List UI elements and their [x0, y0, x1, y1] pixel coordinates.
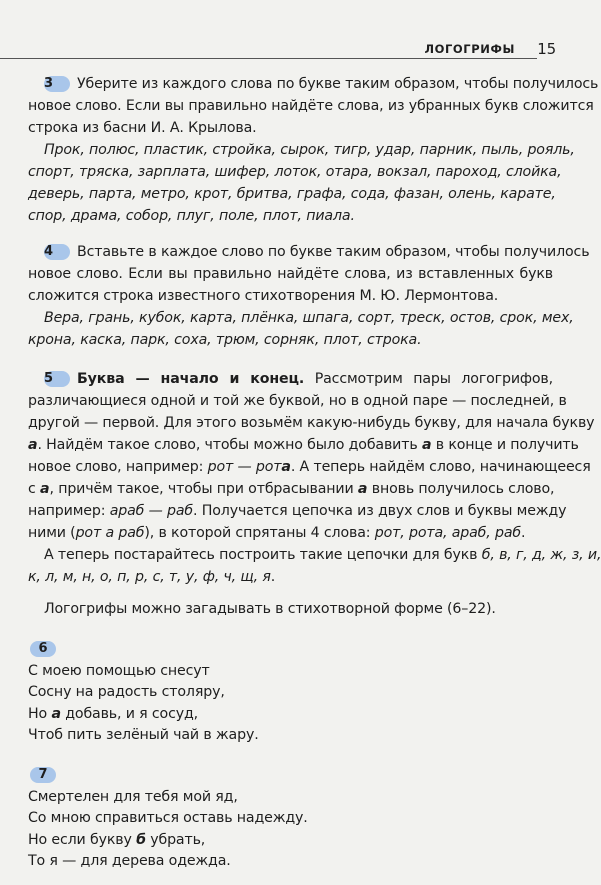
- task-4-line-2: новое слово. Если вы правильно найдёте слова, из вставленных букв: [28, 266, 553, 282]
- poem-line: Но если букву б убрать,: [28, 831, 206, 848]
- poem-line: То я — для дерева одежда.: [28, 853, 231, 869]
- poem-line: Но а добавь, и я сосуд,: [28, 705, 198, 722]
- page-header: [0, 40, 577, 64]
- task-4: [28, 241, 590, 351]
- task-number-badge: 6: [30, 641, 56, 657]
- word-list-line: Прок, полюс, пластик, стройка, сырок, тигр, удар, парник, пыль, рояль,: [44, 142, 575, 158]
- word-list-line: спор, драма, собор, плуг, поле, плот, пиала.: [28, 208, 355, 224]
- task-5-line-9: А теперь постарайтесь построить такие цепочки для букв б, в, г, д, ж, з, и,: [44, 547, 601, 563]
- poem-line: Смертелен для тебя мой яд,: [28, 788, 238, 805]
- task-5-line-6: с а, причём такое, чтобы при отбрасывании а вновь получилось слово,: [28, 481, 555, 497]
- word-list-line: Вера, грань, кубок, карта, плёнка, шпага, сорт, треск, остов, срок, мех,: [44, 310, 574, 326]
- task-3-line-1: 3 Уберите из каждого слова по букве таким образом, чтобы получилось: [44, 76, 599, 92]
- task-4-line-3: сложится строка известного стихотворения М. Ю. Лермонтова.: [28, 288, 499, 304]
- task-number-badge: 5: [44, 371, 70, 387]
- poem-line: Сосну на радость столяру,: [28, 684, 225, 700]
- task-5-line-5: новое слово, например: рот — рота. А теперь найдём слово, начинающееся: [28, 459, 591, 475]
- running-title: ЛОГОГРИФЫ: [424, 42, 515, 56]
- task-4-line-1: 4 Вставьте в каждое слово по букве таким образом, чтобы получилось: [44, 244, 590, 260]
- task-number-badge: 4: [44, 244, 70, 260]
- task-5-title: Буква — начало и конец.: [77, 371, 305, 387]
- poem-6: [28, 639, 259, 747]
- word-list-line: деверь, парта, метро, крот, бритва, графа, сода, фазан, олень, карате,: [28, 186, 556, 202]
- task-5-line-10: к, л, м, н, о, п, р, с, т, у, ф, ч, щ, я.: [28, 569, 276, 585]
- task-5-line-7: например: араб — раб. Получается цепочка из двух слов и буквы между: [28, 503, 567, 519]
- word-list-line: крона, каска, парк, соха, трюм, сорняк, плот, строка.: [28, 332, 422, 348]
- task-5-line-1: 5 Буква — начало и конец. Рассмотрим пары логогрифов,: [44, 371, 553, 387]
- task-5-line-3: другой — первой. Для этого возьмём какую-нибудь букву, для начала букву: [28, 415, 595, 431]
- task-5-line-2: различающиеся одной и той же буквой, но в одной паре — последней, в: [28, 393, 567, 409]
- task-3: [28, 73, 599, 227]
- poetry-note: Логогрифы можно загадывать в стихотворной форме (6–22).: [44, 601, 496, 617]
- word-list-line: спорт, тряска, зарплата, шифер, лоток, отара, вокзал, пароход, слойка,: [28, 164, 562, 180]
- task-number-badge: 3: [44, 76, 70, 92]
- task-3-line-2: новое слово. Если вы правильно найдёте слова, из убранных букв сложится: [28, 98, 594, 114]
- page-number: 15: [537, 40, 556, 58]
- task-5-line-4: а. Найдём такое слово, чтобы можно было добавить а в конце и получить: [28, 437, 579, 453]
- task-5: [28, 368, 601, 588]
- task-3-line-3: строка из басни И. А. Крылова.: [28, 120, 257, 136]
- header-rule: [0, 58, 537, 59]
- poem-line: Со мною справиться оставь надежду.: [28, 810, 308, 826]
- task-5-line-8: ними (рот а раб), в которой спрятаны 4 слова: рот, рота, араб, раб.: [28, 525, 526, 541]
- task-number-badge: 7: [30, 767, 56, 783]
- poem-line: Чтоб пить зелёный чай в жару.: [28, 727, 259, 743]
- poem-line: С моею помощью снесут: [28, 662, 210, 679]
- poem-7: [28, 765, 308, 873]
